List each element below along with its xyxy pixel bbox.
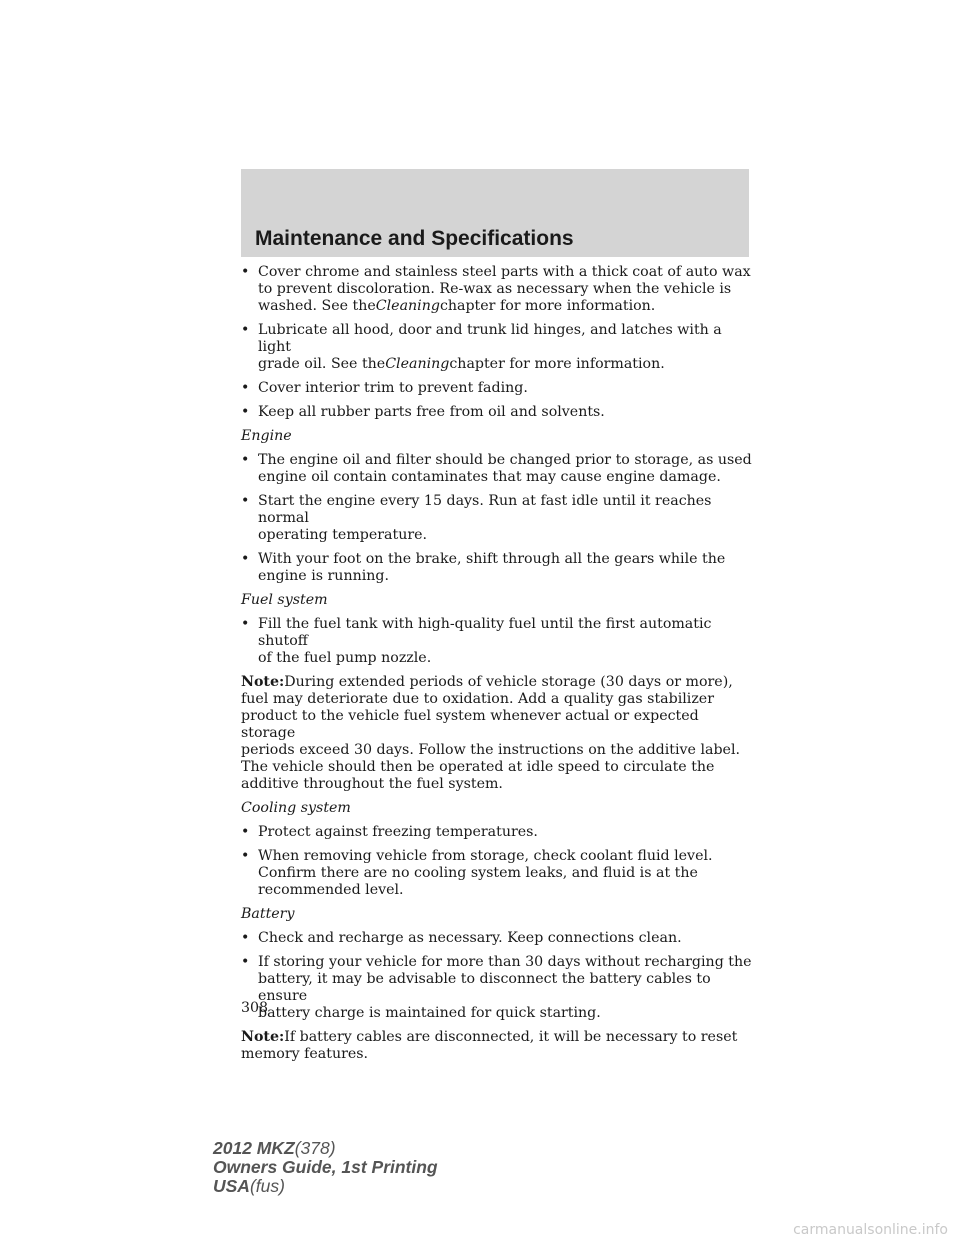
list-item: • When removing vehicle from storage, check coolant fluid level. Confirm there are no cooling system leaks, and fluid is at the recommended level. (241, 848, 713, 898)
footer-guide: Owners Guide, 1st Printing (213, 1157, 438, 1177)
subsection-heading-fuel: Fuel system (241, 592, 328, 608)
list-item: • Start the engine every 15 days. Run at fast idle until it reaches normal operating temperature. (241, 493, 712, 543)
subsection-heading-cooling: Cooling system (241, 800, 351, 816)
bullet-glyph: • (241, 493, 250, 509)
list-item: • Fill the fuel tank with high-quality fuel until the first automatic shutoff of the fuel pump nozzle. (241, 616, 712, 666)
list-item: • Keep all rubber parts free from oil and solvents. (241, 404, 605, 420)
page-body (241, 264, 753, 1070)
list-item: • The engine oil and filter should be changed prior to storage, as used engine oil contain contaminates that may cause engine damage. (241, 452, 752, 485)
list-item: • Protect against freezing temperatures. (241, 824, 538, 840)
cross-reference: Cleaning (375, 298, 440, 314)
list-item: • Cover interior trim to prevent fading. (241, 380, 528, 396)
list-item: • Cover chrome and stainless steel parts with a thick coat of auto wax to prevent discoloration. Re-wax as necessary when the vehicle is washed. See theCleaningchapter for more information. (241, 264, 751, 314)
watermark: carmanualsonline.info (793, 1222, 948, 1238)
bullet-glyph: • (241, 616, 250, 632)
print-footer (213, 1139, 438, 1196)
battery-note: Note:If battery cables are disconnected, it will be necessary to reset memory features. (241, 1029, 738, 1062)
bullet-glyph: • (241, 380, 250, 396)
list-item: • Check and recharge as necessary. Keep connections clean. (241, 930, 682, 946)
bullet-glyph: • (241, 551, 250, 567)
footer-model-code: (378) (294, 1138, 336, 1158)
section-title: Maintenance and Specifications (255, 227, 574, 250)
bullet-glyph: • (241, 824, 250, 840)
subsection-heading-battery: Battery (241, 906, 295, 922)
list-item: • Lubricate all hood, door and trunk lid hinges, and latches with a light grade oil. See theCleaningchapter for more information. (241, 322, 722, 372)
bullet-glyph: • (241, 264, 250, 280)
footer-market: USA (213, 1176, 250, 1196)
cross-reference: Cleaning (385, 356, 450, 372)
footer-market-code: (fus) (249, 1176, 285, 1196)
bullet-glyph: • (241, 404, 250, 420)
fuel-note: Note:During extended periods of vehicle storage (30 days or more), fuel may deteriorate due to oxidation. Add a quality gas stabilizer product to the vehicle fuel system whenever actual or expected storage periods exceed 30 days. Follow the instructions on the additive label. The vehicle should then be operated at idle speed to circulate the additive throughout the fuel system. (241, 674, 740, 792)
footer-model: 2012 MKZ (213, 1138, 295, 1158)
subsection-heading-engine: Engine (241, 428, 292, 444)
note-label: Note: (241, 1029, 285, 1045)
bullet-glyph: • (241, 848, 250, 864)
list-item: • If storing your vehicle for more than 30 days without recharging the battery, it may be advisable to disconnect the battery cables to ensure battery charge is maintained for quick starting. (241, 954, 752, 1021)
bullet-glyph: • (241, 452, 250, 468)
note-label: Note: (241, 674, 285, 690)
bullet-glyph: • (241, 930, 250, 946)
page-number: 308 (241, 1000, 269, 1016)
bullet-glyph: • (241, 954, 250, 970)
list-item: • With your foot on the brake, shift through all the gears while the engine is running. (241, 551, 726, 584)
bullet-glyph: • (241, 322, 250, 338)
